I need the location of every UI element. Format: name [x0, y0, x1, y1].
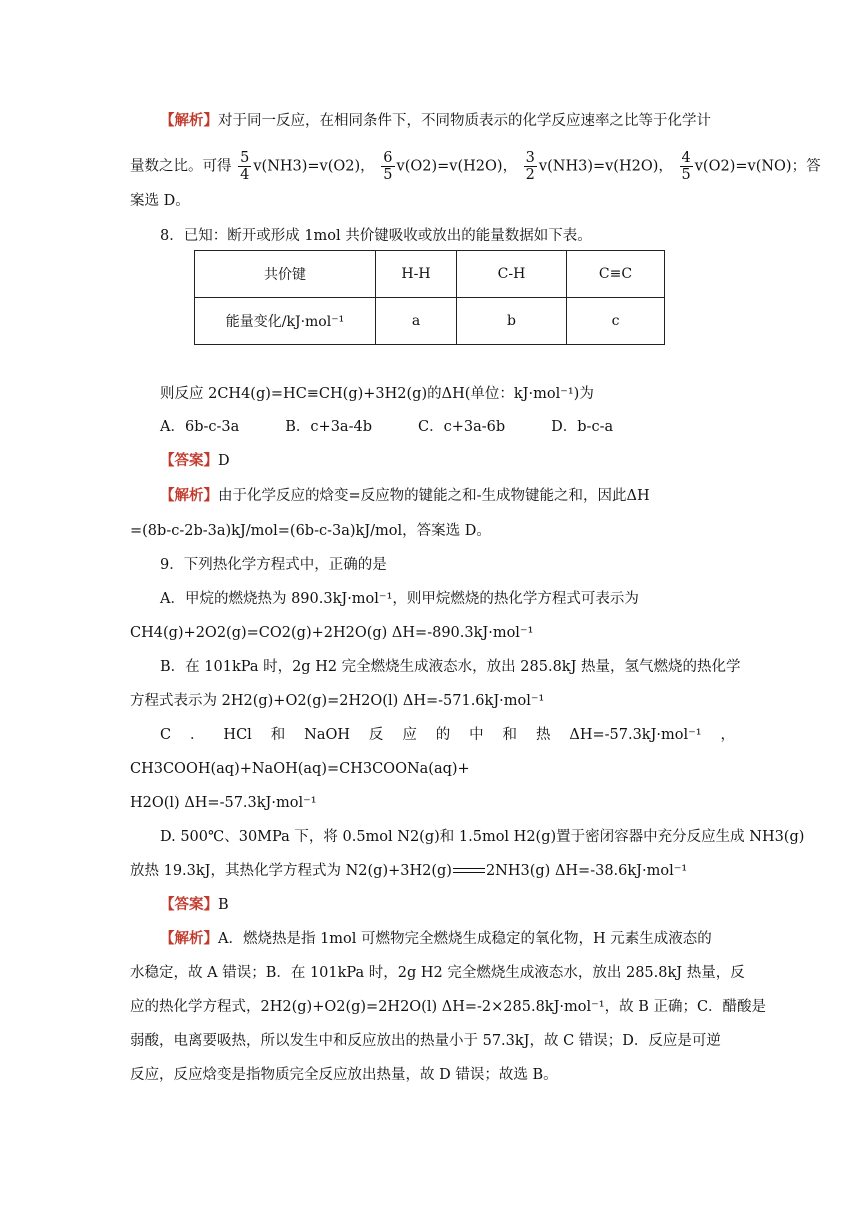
q7-explanation-line-1: 【解析】对于同一反应，在相同条件下，不同物质表示的化学反应速率之比等于化学计: [160, 112, 711, 129]
table-header-cell: H-H: [376, 251, 457, 298]
q8-stem: 8．已知：断开或形成 1mol 共价键吸收或放出的能量数据如下表。: [160, 228, 592, 244]
q7-explanation-line-3: 案选 D。: [130, 193, 190, 209]
q7-explanation-line-2: 量数之比。可得 $\frac{5}{4}$ v(NH3)=v(O2)， $\frac{6}{5}$ v(O2)=v(H2O)， $\frac{3}{2}$ v(NH3)=v(H2O)， $\frac{4}{5}$ v(O2)=v(NO)；答: [130, 150, 821, 183]
option-a: A．6b-c-3a: [160, 419, 240, 435]
q9-option-d-line-2: 放热 19.3kJ，其热化学方程式为 N2(g)+3H2(g) 2NH3(g) ΔH=-38.6kJ·mol⁻¹: [130, 863, 688, 879]
table-row: [195, 251, 665, 298]
table-cell: b: [457, 298, 567, 345]
q9-explanation-line-4: 弱酸，电离要吸热，所以发生中和反应放出的热量小于 57.3kJ，故 C 错误；D．反应是可逆: [130, 1033, 721, 1049]
q9-answer: 【答案】B: [160, 896, 229, 913]
table-cell: a: [376, 298, 457, 345]
q8-options: [160, 416, 735, 438]
q9-option-b-line-2: 方程式表示为 2H2(g)+O2(g)=2H2O(l) ΔH=-571.6kJ·mol⁻¹: [130, 693, 545, 709]
q8-explanation-line-1: 【解析】由于化学反应的焓变=反应物的键能之和-生成物键能之和，因此ΔH: [160, 487, 650, 504]
option-c: C．c+3a-6b: [417, 419, 506, 435]
bond-energy-table: [194, 250, 665, 345]
q8-ask: 则反应 2CH4(g)=HC≡CH(g)+3H2(g)的ΔH(单位：kJ·mol⁻¹)为: [160, 386, 594, 402]
fraction-6-5: $\frac{6}{5}$: [383, 150, 393, 183]
q9-option-b-line-1: B．在 101kPa 时，2g H2 完全燃烧生成液态水，放出 285.8kJ 热量，氢气燃烧的热化学: [160, 659, 741, 675]
q9-option-c-line-2: CH3COOH(aq)+NaOH(aq)=CH3COONa(aq)+: [130, 761, 470, 777]
table-header-cell: 共价键: [195, 251, 376, 298]
table-cell: c: [567, 298, 665, 345]
q9-option-d-line-1: D. 500℃、30MPa 下，将 0.5mol N2(g)和 1.5mol H2(g)置于密闭容器中充分反应生成 NH3(g): [160, 829, 805, 845]
table-header-cell: C-H: [457, 251, 567, 298]
table-header-cell: C≡C: [567, 251, 665, 298]
fraction-5-4: $\frac{5}{4}$: [240, 150, 250, 183]
option-b: B．c+3a-4b: [285, 419, 372, 435]
table-cell: 能量变化/kJ·mol⁻¹: [195, 298, 376, 345]
fraction-3-2: $\frac{3}{2}$: [525, 150, 535, 183]
q9-stem: 9．下列热化学方程式中，正确的是: [160, 557, 387, 573]
table-row: [195, 298, 665, 345]
q9-explanation-line-1: 【解析】A．燃烧热是指 1mol 可燃物完全燃烧生成稳定的氧化物，H 元素生成液态的: [160, 930, 712, 947]
q8-explanation-line-2: =(8b-c-2b-3a)kJ/mol=(6b-c-3a)kJ/mol，答案选 D。: [130, 523, 491, 539]
q9-explanation-line-2: 水稳定，故 A 错误；B．在 101kPa 时，2g H2 完全燃烧生成液态水，放出 285.8kJ 热量，反: [130, 965, 745, 981]
q9-option-a-line-2: CH4(g)+2O2(g)=CO2(g)+2H2O(g) ΔH=-890.3kJ·mol⁻¹: [130, 625, 534, 641]
q9-explanation-line-5: 反应，反应焓变是指物质完全反应放出热量，故 D 错误；故选 B。: [130, 1067, 558, 1083]
option-d: D．b-c-a: [551, 419, 614, 435]
q9-option-a-line-1: A．甲烷的燃烧热为 890.3kJ·mol⁻¹，则甲烷燃烧的热化学方程式可表示为: [160, 591, 639, 607]
fraction-4-5: $\frac{4}{5}$: [681, 150, 691, 183]
q9-option-c-line-3: H2O(l) ΔH=-57.3kJ·mol⁻¹: [130, 795, 317, 811]
q9-explanation-line-3: 应的热化学方程式，2H2(g)+O2(g)=2H2O(l) ΔH=-2×285.8kJ·mol⁻¹，故 B 正确；C．醋酸是: [130, 999, 767, 1015]
equilibrium-arrow-icon: [453, 866, 485, 876]
q8-answer: 【答案】D: [160, 452, 230, 469]
q9-option-c-line-1: C ． HCl 和 NaOH 反 应 的 中 和 热 ΔH=-57.3kJ·mol⁻¹ ，: [160, 727, 735, 743]
